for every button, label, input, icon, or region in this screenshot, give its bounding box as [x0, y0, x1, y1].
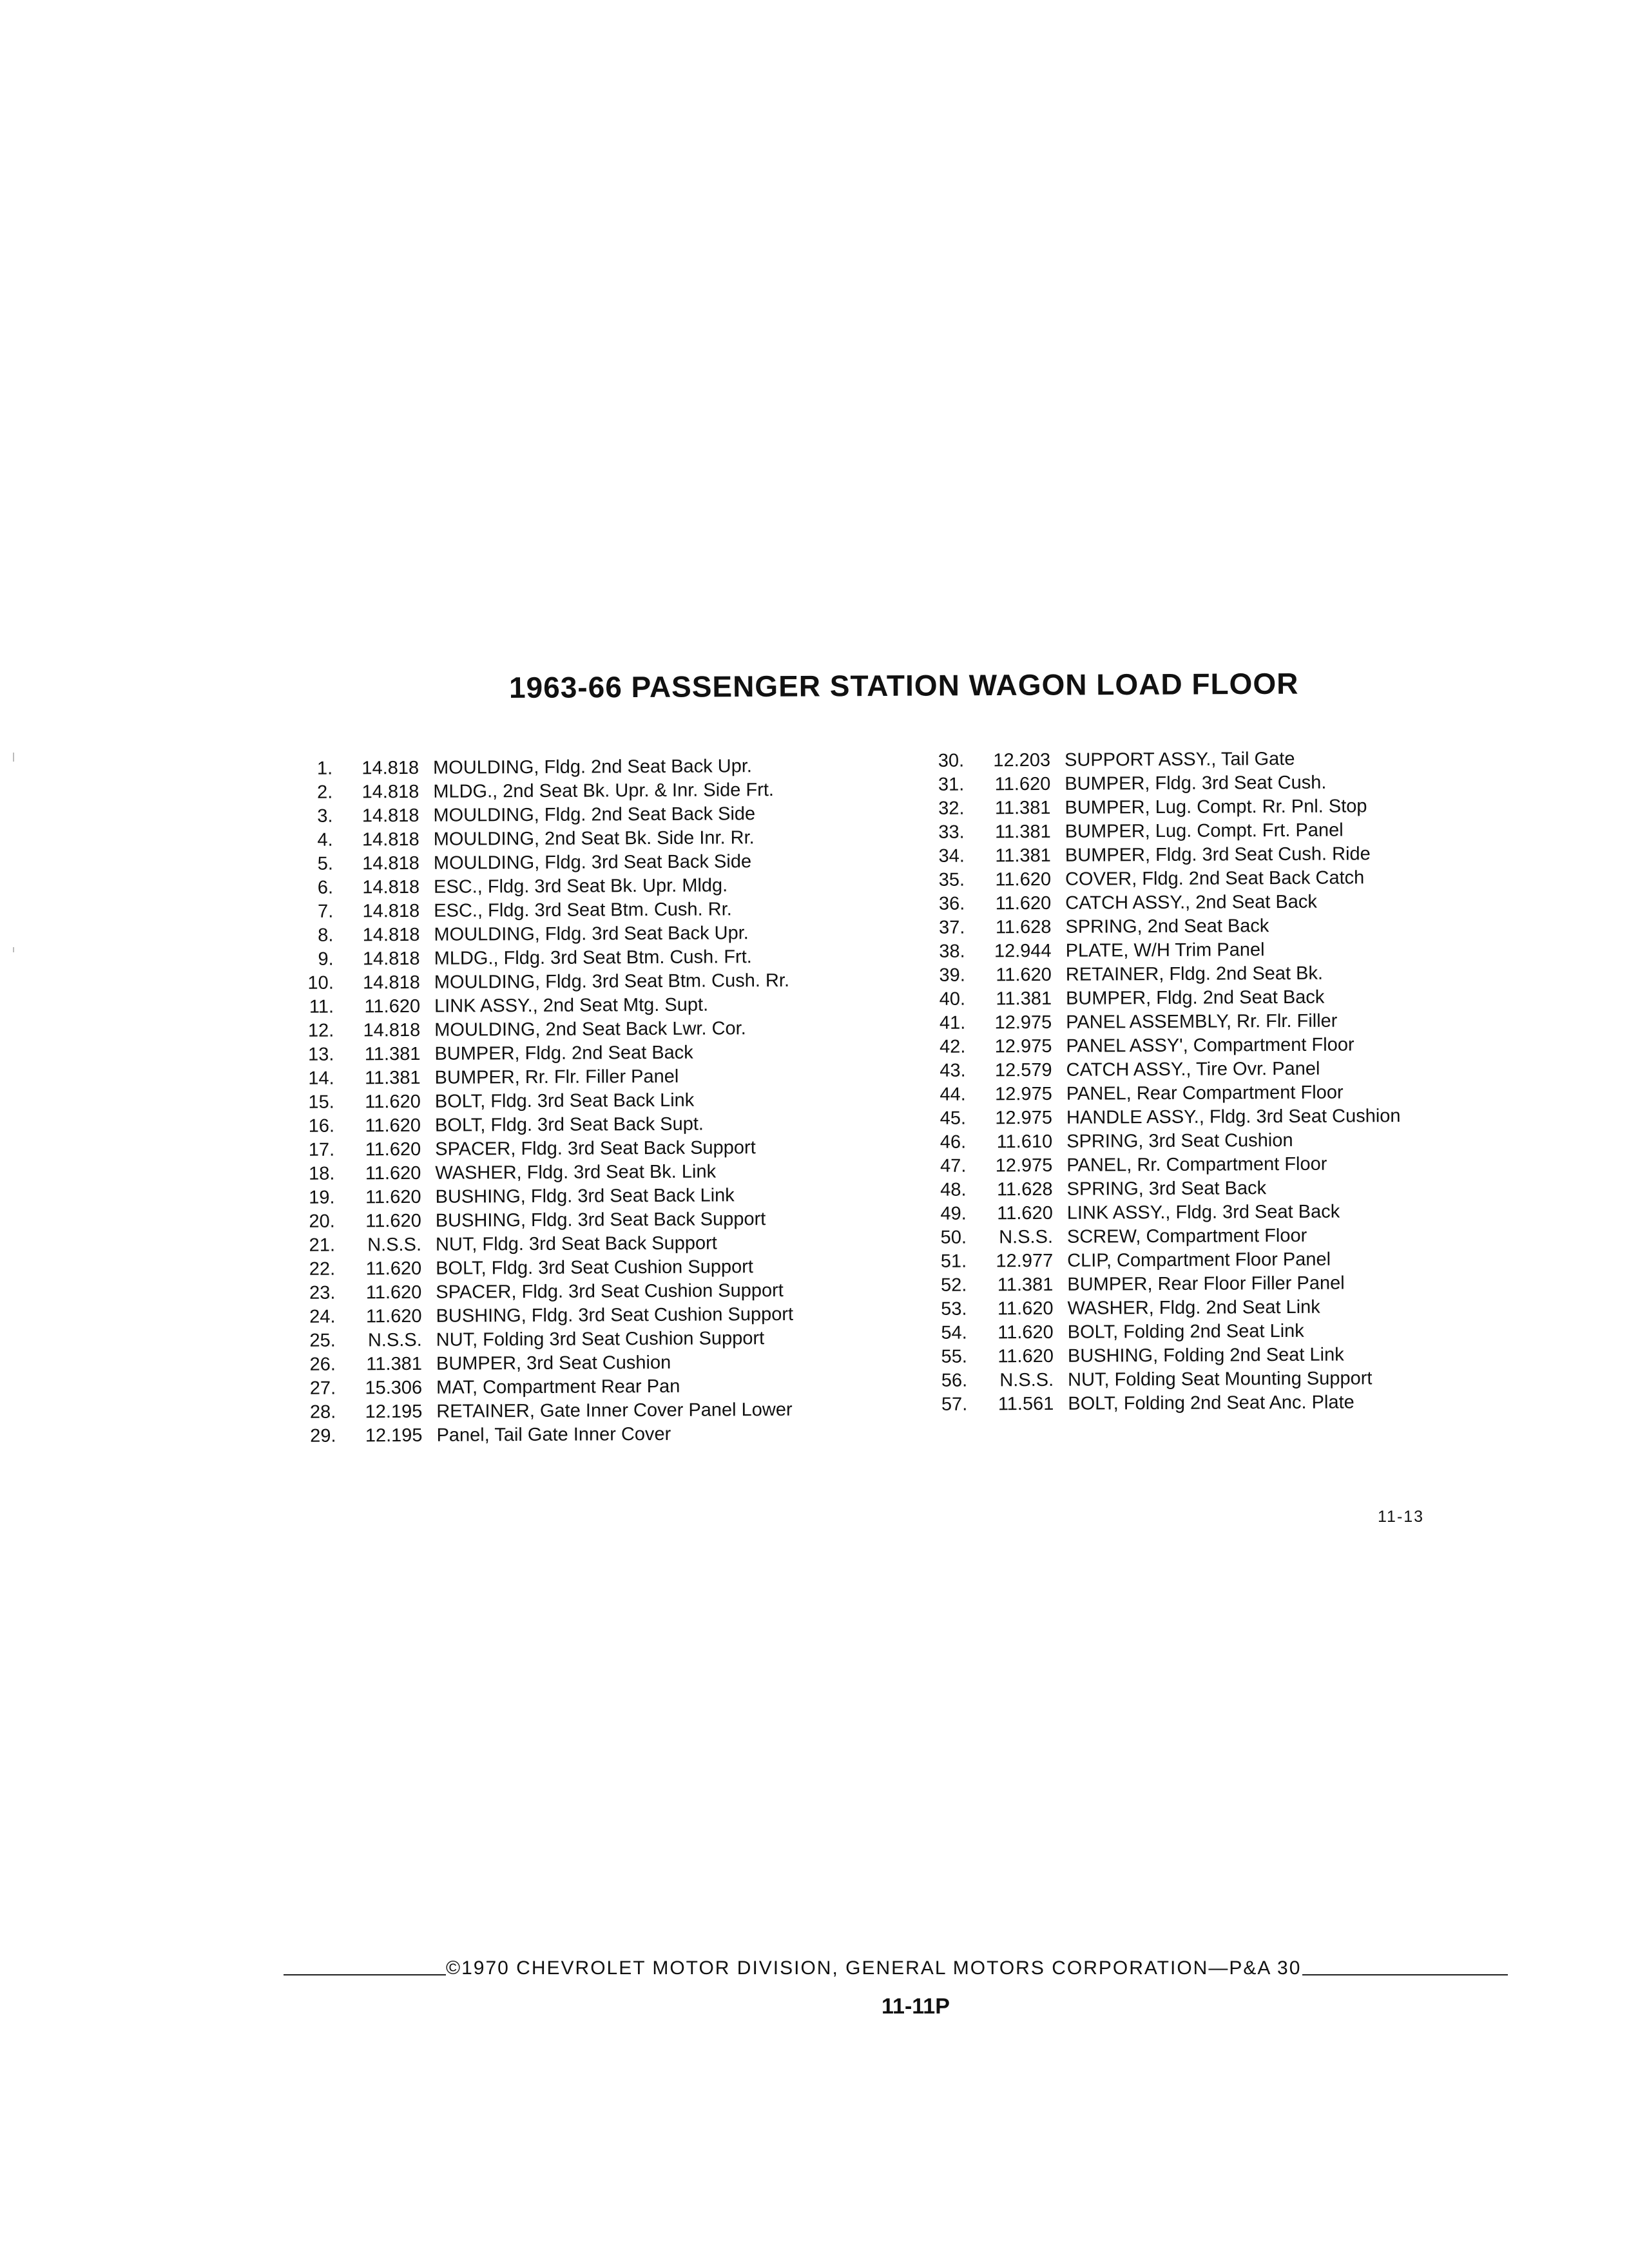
part-row [284, 754, 791, 781]
part-group-code: 11.620 [996, 964, 1052, 986]
part-number: 53. [941, 1298, 967, 1320]
part-number: 25. [309, 1330, 336, 1351]
part-description: MOULDING, 2nd Seat Back Lwr. Cor. [434, 1018, 746, 1041]
part-row [287, 1422, 794, 1448]
part-group-code: 11.561 [998, 1393, 1054, 1415]
part-row [917, 1176, 1401, 1202]
section-page-code: 11-13 [1378, 1508, 1425, 1526]
part-group-code: 11.628 [995, 916, 1052, 938]
part-row [285, 1088, 793, 1115]
part-number: 57. [941, 1394, 968, 1415]
part-group-code: 12.975 [995, 1155, 1053, 1177]
part-row [286, 1303, 793, 1329]
part-group-code: 11.620 [364, 995, 421, 1017]
part-row [285, 1136, 793, 1162]
part-number: 38. [939, 941, 965, 962]
part-description: BUMPER, Fldg. 3rd Seat Cush. [1065, 772, 1327, 794]
part-group-code: 11.620 [998, 1345, 1054, 1367]
part-number: 31. [938, 774, 965, 795]
part-number: 6. [317, 877, 334, 898]
part-number: 54. [941, 1322, 967, 1343]
part-description: Panel, Tail Gate Inner Cover [436, 1423, 671, 1446]
part-description: RETAINER, Fldg. 2nd Seat Bk. [1065, 963, 1324, 985]
part-group-code: 12.975 [995, 1107, 1053, 1129]
part-row [918, 1343, 1402, 1369]
part-group-code: 12.975 [994, 1035, 1052, 1057]
part-group-code: 14.818 [362, 852, 419, 874]
part-description: BOLT, Folding 2nd Seat Anc. Plate [1068, 1392, 1354, 1414]
part-description: PANEL, Rr. Compartment Floor [1066, 1153, 1327, 1176]
footer-rule-right [1302, 1974, 1508, 1975]
part-group-code: 15.306 [365, 1377, 423, 1399]
part-row [284, 826, 791, 852]
part-row [285, 1184, 793, 1210]
part-description: BUSHING, Fldg. 3rd Seat Back Link [435, 1185, 735, 1207]
part-number: 1. [316, 758, 333, 779]
part-group-code: 11.381 [994, 797, 1051, 819]
part-group-code: 14.818 [363, 1019, 421, 1041]
part-number: 15. [308, 1091, 334, 1113]
part-group-code: 14.818 [362, 876, 420, 898]
part-description: LINK ASSY., 2nd Seat Mtg. Supt. [434, 994, 709, 1017]
part-number: 32. [938, 798, 965, 819]
part-row [916, 914, 1400, 940]
parts-list-left [284, 754, 794, 1448]
part-row [285, 969, 792, 995]
part-group-code: 12.975 [995, 1083, 1052, 1105]
scan-speck [13, 753, 14, 762]
part-description: BOLT, Fldg. 3rd Seat Back Supt. [434, 1113, 704, 1136]
part-description: HANDLE ASSY., Fldg. 3rd Seat Cushion [1066, 1106, 1401, 1128]
part-row [917, 1057, 1401, 1083]
part-number: 51. [940, 1251, 967, 1272]
part-number: 20. [309, 1211, 335, 1232]
footer-line [284, 1954, 1508, 1979]
part-group-code: 11.620 [365, 1258, 422, 1280]
part-description: PANEL ASSEMBLY, Rr. Flr. Filler [1066, 1010, 1338, 1033]
part-number: 48. [940, 1179, 967, 1200]
part-group-code: 11.620 [365, 1091, 421, 1113]
part-group-code: 11.628 [996, 1178, 1053, 1200]
part-description: SPACER, Fldg. 3rd Seat Cushion Support [436, 1280, 784, 1303]
part-description: NUT, Folding 3rd Seat Cushion Support [436, 1328, 765, 1350]
part-row [287, 1327, 794, 1353]
part-group-code: 11.381 [995, 821, 1051, 843]
part-group-code: 11.620 [365, 1305, 422, 1327]
part-description: BUMPER, Rear Floor Filler Panel [1067, 1273, 1345, 1295]
part-description: BUSHING, Fldg. 3rd Seat Back Support [435, 1209, 766, 1231]
part-group-code: 14.818 [361, 805, 419, 827]
part-group-code: 11.381 [996, 988, 1052, 1010]
part-number: 50. [940, 1227, 967, 1248]
part-number: 13. [308, 1044, 334, 1065]
part-description: COVER, Fldg. 2nd Seat Back Catch [1065, 867, 1365, 890]
part-description: BUMPER, Fldg. 2nd Seat Back [434, 1042, 693, 1064]
part-group-code: 11.620 [994, 773, 1051, 795]
part-row [918, 1367, 1402, 1393]
part-number: 14. [308, 1068, 334, 1089]
part-row [284, 850, 791, 876]
part-group-code: 12.975 [994, 1012, 1052, 1033]
part-row [286, 1279, 793, 1305]
footer-copyright: ©1970 CHEVROLET MOTOR DIVISION, GENERAL MOTORS CORPORATION—P&A 30 [446, 1957, 1302, 1979]
part-number: 44. [940, 1084, 966, 1105]
part-group-code: 11.381 [366, 1353, 423, 1375]
page-title: 1963-66 PASSENGER STATION WAGON LOAD FLOOR [508, 666, 1299, 704]
part-description: BUSHING, Folding 2nd Seat Link [1067, 1344, 1344, 1367]
part-number: 39. [939, 965, 965, 986]
part-row [916, 937, 1400, 964]
part-group-code: N.S.S. [999, 1369, 1054, 1391]
part-number: 22. [309, 1258, 336, 1280]
part-row [286, 1207, 793, 1234]
part-description: LINK ASSY., Fldg. 3rd Seat Back [1066, 1201, 1340, 1224]
part-row [287, 1350, 794, 1377]
part-row [287, 1398, 794, 1425]
page-number: 11-11P [882, 1994, 950, 2019]
part-row [285, 945, 792, 972]
part-row [917, 1152, 1401, 1178]
part-number: 40. [939, 988, 966, 1010]
part-number: 41. [939, 1012, 966, 1033]
part-row [284, 874, 791, 900]
part-number: 46. [940, 1131, 967, 1153]
part-group-code: 11.620 [998, 1321, 1054, 1343]
part-row [285, 993, 792, 1019]
part-number: 23. [309, 1282, 336, 1303]
part-description: ESC., Fldg. 3rd Seat Bk. Upr. Mldg. [433, 875, 728, 898]
part-number: 17. [308, 1139, 335, 1160]
part-number: 28. [309, 1401, 336, 1423]
part-row [918, 1247, 1402, 1274]
part-number: 11. [309, 996, 334, 1017]
part-row [916, 866, 1400, 892]
part-description: WASHER, Fldg. 2nd Seat Link [1067, 1296, 1320, 1319]
part-group-code: 11.381 [995, 845, 1051, 867]
part-row [916, 1033, 1400, 1059]
part-number: 2. [317, 782, 333, 803]
part-description: MLDG., Fldg. 3rd Seat Btm. Cush. Frt. [434, 947, 752, 969]
part-description: MOULDING, Fldg. 3rd Seat Btm. Cush. Rr. [434, 970, 790, 993]
part-number: 42. [940, 1036, 966, 1057]
part-row [915, 771, 1399, 797]
part-group-code: 14.818 [362, 900, 420, 922]
scan-speck [13, 947, 14, 952]
part-description: NUT, Fldg. 3rd Seat Back Support [435, 1233, 717, 1255]
part-number: 16. [308, 1115, 335, 1137]
part-group-code: 12.944 [994, 940, 1052, 962]
part-group-code: 11.620 [995, 869, 1052, 890]
part-description: BUMPER, Fldg. 3rd Seat Cush. Ride [1065, 843, 1371, 866]
part-number: 36. [938, 893, 965, 914]
part-row [284, 802, 791, 829]
part-number: 4. [317, 829, 333, 850]
part-group-code: 11.620 [997, 1202, 1053, 1224]
part-row [916, 842, 1400, 869]
part-description: CATCH ASSY., Tire Ovr. Panel [1066, 1058, 1320, 1081]
part-number: 7. [317, 901, 334, 922]
part-group-code: 11.620 [365, 1282, 422, 1303]
part-group-code: 11.620 [365, 1115, 421, 1137]
part-row [917, 1104, 1401, 1131]
part-description: BUMPER, Fldg. 2nd Seat Back [1065, 986, 1325, 1009]
part-number: 8. [318, 925, 334, 946]
part-number: 26. [309, 1354, 336, 1375]
part-number: 29. [310, 1425, 336, 1446]
part-description: MOULDING, 2nd Seat Bk. Side Inr. Rr. [433, 827, 755, 850]
part-group-code: 11.381 [364, 1043, 421, 1065]
part-row [284, 898, 791, 924]
part-description: SPRING, 2nd Seat Back [1065, 916, 1269, 937]
part-row [915, 794, 1399, 821]
part-group-code: 12.579 [994, 1059, 1052, 1081]
part-number: 34. [938, 845, 965, 867]
part-description: PANEL ASSY', Compartment Floor [1066, 1034, 1354, 1057]
part-group-code: 11.381 [997, 1274, 1054, 1296]
part-number: 10. [307, 972, 334, 994]
part-description: WASHER, Fldg. 3rd Seat Bk. Link [435, 1161, 717, 1184]
part-row [285, 1041, 792, 1067]
part-number: 45. [940, 1108, 967, 1129]
part-row [285, 1017, 792, 1043]
part-group-code: 14.818 [361, 781, 419, 803]
part-row [915, 747, 1399, 773]
part-description: BUMPER, Lug. Compt. Frt. Panel [1065, 820, 1344, 842]
part-description: BUMPER, Lug. Compt. Rr. Pnl. Stop [1065, 796, 1367, 818]
part-row [917, 1081, 1401, 1107]
part-description: SPACER, Fldg. 3rd Seat Back Support [435, 1137, 756, 1160]
part-row [285, 1112, 793, 1139]
part-description: CATCH ASSY., 2nd Seat Back [1065, 891, 1317, 914]
part-row [285, 1064, 793, 1091]
part-row [916, 961, 1400, 988]
part-number: 56. [941, 1370, 968, 1391]
part-description: RETAINER, Gate Inner Cover Panel Lower [436, 1399, 793, 1422]
part-group-code: N.S.S. [999, 1226, 1054, 1248]
part-description: BOLT, Folding 2nd Seat Link [1067, 1320, 1304, 1343]
part-description: SUPPORT ASSY., Tail Gate [1065, 748, 1295, 771]
footer-rule-left [284, 1974, 446, 1975]
part-description: MOULDING, Fldg. 2nd Seat Back Side [433, 803, 756, 826]
part-number: 43. [940, 1060, 966, 1081]
part-row [285, 1160, 793, 1186]
part-description: BUSHING, Fldg. 3rd Seat Cushion Support [436, 1303, 794, 1327]
part-row [918, 1200, 1402, 1226]
part-description: SPRING, 3rd Seat Cushion [1066, 1129, 1293, 1152]
part-description: BUMPER, Rr. Flr. Filler Panel [434, 1066, 679, 1088]
part-row [287, 1374, 794, 1401]
part-description: MLDG., 2nd Seat Bk. Upr. & Inr. Side Frt. [433, 780, 775, 802]
part-row [918, 1271, 1402, 1298]
part-number: 12. [307, 1020, 334, 1041]
part-row [918, 1224, 1402, 1250]
part-number: 24. [309, 1306, 336, 1327]
part-number: 9. [318, 948, 334, 970]
part-group-code: 14.818 [361, 829, 419, 850]
part-description: MOULDING, Fldg. 3rd Seat Back Side [433, 851, 752, 874]
part-row [284, 778, 791, 805]
part-row [286, 1255, 793, 1282]
part-group-code: 11.620 [995, 892, 1052, 914]
part-number: 21. [309, 1235, 336, 1256]
part-group-code: N.S.S. [367, 1329, 422, 1351]
part-group-code: 11.381 [364, 1067, 421, 1089]
part-group-code: 14.818 [361, 757, 419, 779]
part-description: NUT, Folding Seat Mounting Support [1068, 1368, 1373, 1390]
part-number: 55. [941, 1346, 968, 1367]
part-description: MOULDING, Fldg. 3rd Seat Back Upr. [434, 923, 749, 945]
part-number: 3. [317, 805, 333, 827]
part-group-code: 11.620 [365, 1210, 421, 1232]
part-row [284, 921, 791, 948]
part-group-code: 12.195 [365, 1425, 423, 1446]
part-row [918, 1295, 1402, 1321]
part-description: CLIP, Compartment Floor Panel [1067, 1249, 1331, 1271]
part-number: 27. [309, 1378, 336, 1399]
part-description: ESC., Fldg. 3rd Seat Btm. Cush. Rr. [434, 899, 732, 921]
part-group-code: 11.620 [365, 1186, 421, 1208]
part-row [917, 1128, 1401, 1155]
parts-list-right [915, 747, 1402, 1417]
part-row [918, 1390, 1402, 1417]
part-description: SPRING, 3rd Seat Back [1066, 1178, 1267, 1200]
part-description: BOLT, Fldg. 3rd Seat Cushion Support [436, 1256, 753, 1279]
part-description: MOULDING, Fldg. 2nd Seat Back Upr. [433, 756, 752, 778]
part-group-code: 11.620 [365, 1139, 421, 1160]
part-number: 47. [940, 1155, 967, 1177]
part-number: 52. [940, 1274, 967, 1296]
part-row [916, 890, 1400, 916]
part-number: 19. [309, 1187, 335, 1208]
part-number: 35. [938, 869, 965, 890]
part-row [286, 1231, 793, 1258]
part-description: PANEL, Rear Compartment Floor [1066, 1082, 1344, 1104]
part-number: 30. [938, 750, 965, 771]
part-number: 5. [317, 853, 333, 874]
part-number: 18. [308, 1163, 335, 1184]
part-group-code: 12.977 [996, 1250, 1054, 1272]
part-description: MAT, Compartment Rear Pan [436, 1376, 680, 1398]
part-number: 37. [939, 917, 965, 938]
part-number: 33. [938, 822, 965, 843]
part-number: 49. [940, 1203, 967, 1224]
part-group-code: 14.818 [362, 948, 420, 970]
part-group-code: 11.620 [365, 1162, 421, 1184]
part-description: PLATE, W/H Trim Panel [1065, 939, 1265, 961]
part-group-code: 11.610 [996, 1131, 1053, 1153]
part-group-code: N.S.S. [367, 1234, 422, 1256]
part-row [916, 1009, 1400, 1035]
part-row [916, 985, 1400, 1012]
part-description: BUMPER, 3rd Seat Cushion [436, 1352, 671, 1374]
part-row [918, 1319, 1402, 1345]
part-group-code: 14.818 [363, 972, 420, 994]
part-group-code: 12.203 [993, 749, 1051, 771]
part-description: BOLT, Fldg. 3rd Seat Back Link [434, 1090, 695, 1112]
part-group-code: 11.620 [997, 1298, 1054, 1320]
part-description: SCREW, Compartment Floor [1066, 1225, 1307, 1247]
part-row [916, 818, 1400, 845]
part-group-code: 14.818 [362, 924, 420, 946]
part-group-code: 12.195 [365, 1401, 423, 1423]
